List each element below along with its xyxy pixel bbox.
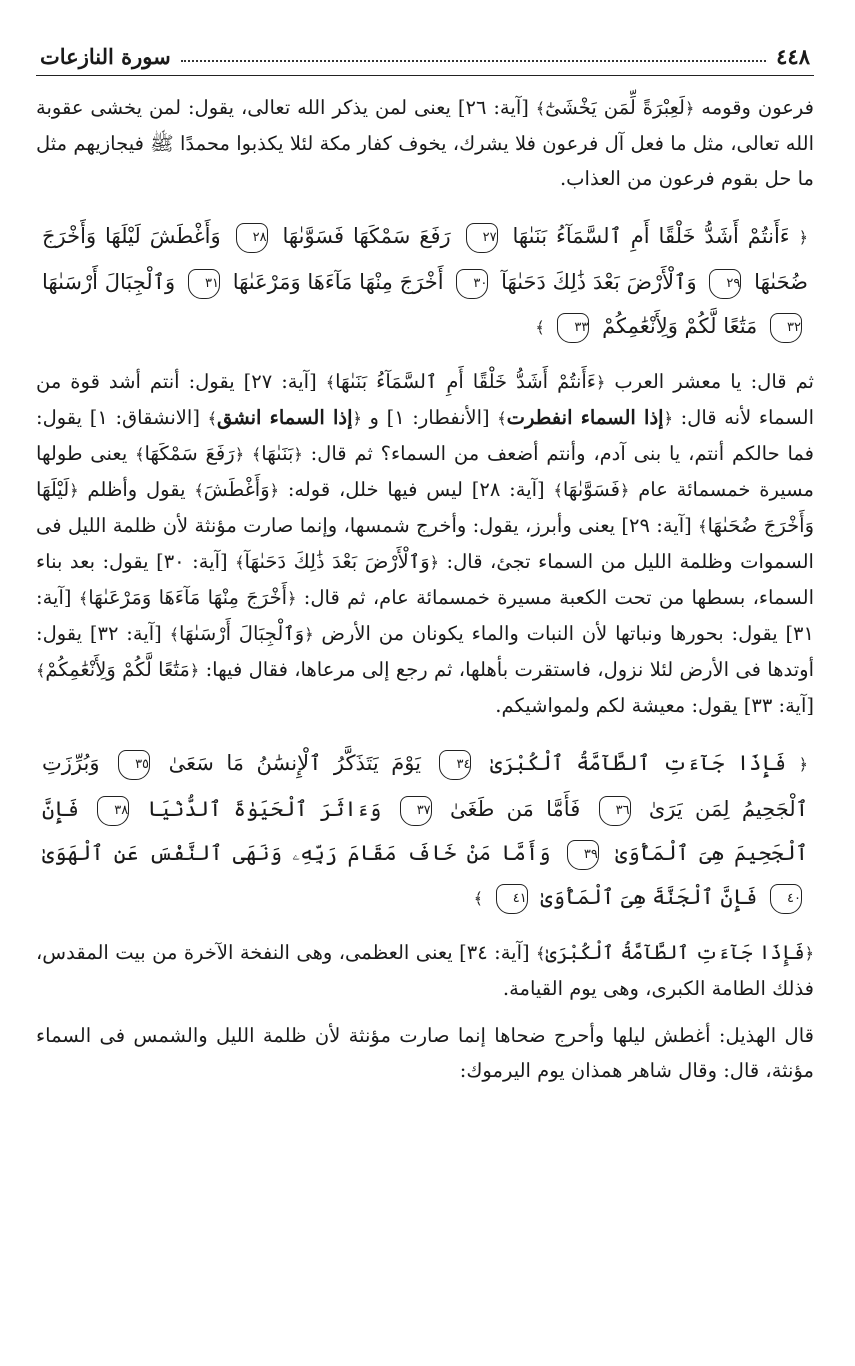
quote: لَيْلَهَا وَأَخْرَجَ ضُحَىٰهَا — [36, 478, 814, 537]
text: [آية: ٣١] يقول: بحورها ونباتها لأن النبات والماء يكونان من الأرض — [36, 586, 814, 645]
ornament-open: ﴿ — [234, 445, 245, 464]
ornament-open: ﴿ — [798, 228, 808, 247]
verse-number-marker: ٣٠ — [456, 269, 488, 299]
page — [36, 44, 814, 1088]
verse-text: فَأَمَّا مَن طَغَىٰ — [449, 797, 581, 821]
ornament-open: ﴿ — [429, 553, 440, 572]
verse-number-marker: ٤١ — [496, 884, 528, 914]
commentary-paragraph-1 — [36, 90, 814, 196]
verse-text: وَبُرِّزَتِ ٱلْجَحِيمُ لِمَن يَرَىٰ — [42, 751, 808, 821]
ornament-open: ﴿ — [663, 409, 673, 428]
surah-title: سورة النازعات — [40, 44, 171, 69]
ornament-close: ﴾ — [194, 481, 204, 500]
verse-text: ءَأَنتُمْ أَشَدُّ خَلْقًا أَمِ ٱلسَّمَآءُ بَنَىٰهَا — [512, 224, 790, 248]
quote: بَنَىٰهَا — [261, 442, 294, 465]
ornament-open: ﴿ — [287, 589, 297, 608]
quote: وَٱلْجِبَالَ أَرْسَىٰهَا — [179, 622, 305, 645]
verse-number-marker: ٣٤ — [439, 750, 471, 780]
verse-number-marker: ٤٠ — [770, 884, 802, 914]
ornament-close: ﴾ — [325, 373, 336, 392]
verse-number-marker: ٣٨ — [97, 796, 129, 826]
ornament-close: ﴾ — [36, 661, 46, 680]
ornament-open: ﴿ — [804, 944, 814, 963]
ornament-close: ﴾ — [78, 589, 89, 608]
ornament-open: ﴿ — [69, 481, 79, 500]
quote-bold: إذا السماء انشق — [216, 406, 353, 429]
commentary-paragraph-4 — [36, 1018, 814, 1088]
quote: وَٱلْأَرْضَ بَعْدَ ذَٰلِكَ دَحَىٰهَآ — [244, 550, 430, 573]
ornament-open: ﴿ — [798, 755, 808, 774]
ornament-open: ﴿ — [595, 373, 606, 392]
verse-block-2 — [36, 741, 814, 921]
text: [آية: ٣٠] يقول: بعد بناء السماء، بسطها من تحت الكعبة مسيرة خمسمائة عام، ثم قال: — [36, 550, 815, 609]
ornament-open: ﴿ — [352, 409, 362, 428]
ornament-close: ﴾ — [698, 517, 708, 536]
text: [آية: ٢٧] يقول: أنتم أشد قوة من السماء لأنه قال: — [36, 370, 814, 429]
verse-block-1 — [36, 214, 814, 350]
page-body — [36, 76, 814, 1088]
text: [آية: ٢٩] يعنى وأبرز، يقول: وأخرج شمسها، وإنما صارت مؤنثة لأن ظلمة الليل فى السموات وظلمة الليل من السماء تجئ، قال: — [36, 514, 814, 573]
verse-text: وَٱلْجِبَالَ أَرْسَىٰهَا — [42, 270, 176, 294]
page-header — [36, 44, 814, 76]
ornament-close: ﴾ — [535, 318, 545, 337]
verse-text: فَإِنَّ ٱلْجَنَّةَ هِىَ ٱلْمَأْوَىٰ — [540, 885, 758, 909]
quote: رَفَعَ سَمْكَهَا — [144, 442, 235, 465]
quote: ءَأَنتُمْ أَشَدُّ خَلْقًا أَمِ ٱلسَّمَآءُ بَنَىٰهَا — [335, 370, 596, 393]
ornament-close: ﴾ — [169, 625, 179, 644]
quote: فَإِذَا جَآءَتِ ٱلطَّآمَّةُ ٱلْكُبْرَىٰ — [545, 941, 805, 964]
verse-text: وَءَاثَرَ ٱلْحَيَوٰةَ ٱلدُّنْيَا — [147, 797, 382, 821]
quote: مَتَٰعًا لَّكُمْ وَلِأَنْعَٰمِكُمْ — [45, 658, 190, 681]
text: [آية: ٣٤] يعنى العظمى، وهى النفخة الآخرة من بيت المقدس، فذلك الطامة الكبرى، وهى يوم القيامة. — [36, 941, 814, 1000]
verse-text: وَٱلْأَرْضَ بَعْدَ ذَٰلِكَ دَحَىٰهَآ — [501, 270, 697, 294]
ornament-close: ﴾ — [553, 481, 563, 500]
verse-text: يَوْمَ يَتَذَكَّرُ ٱلْإِنسَٰنُ مَا سَعَىٰ — [168, 751, 421, 775]
text: [آية: ٣٢] يقول: أوتدها فى الأرض لئلا نزول، فاستقرت بأهلها، ثم رجع إلى مرعاها، فقال فيها: — [36, 622, 815, 681]
text: [آية: ٣٣] يقول: معيشة لكم ولمواشيكم. — [495, 694, 814, 717]
quote: لَعِبْرَةً لِّمَن يَخْشَىٰٓ — [545, 96, 685, 119]
commentary-paragraph-3 — [36, 935, 814, 1006]
ornament-open: ﴿ — [269, 481, 279, 500]
commentary-paragraph-2 — [36, 364, 814, 723]
ornament-open: ﴿ — [293, 445, 303, 464]
quote: وَأَغْطَشَ — [203, 478, 270, 501]
ornament-open: ﴿ — [620, 481, 630, 500]
text: [آية: ٢٨] ليس فيها خلل، قوله: — [287, 478, 545, 501]
ornament-close: ﴾ — [235, 553, 245, 572]
verse-number-marker: ٣٢ — [770, 313, 802, 343]
verse-number-marker: ٢٧ — [466, 223, 498, 253]
ornament-close: ﴾ — [536, 944, 546, 963]
verse-number-marker: ٣١ — [188, 269, 220, 299]
ornament-open: ﴿ — [189, 661, 200, 680]
quote: أَخْرَجَ مِنْهَا مَآءَهَا وَمَرْعَىٰهَا — [88, 586, 288, 609]
verse-text: أَخْرَجَ مِنْهَا مَآءَهَا وَمَرْعَىٰهَا — [232, 270, 444, 294]
header-dot-leader — [181, 60, 766, 62]
ornament-close: ﴾ — [135, 445, 145, 464]
verse-number-marker: ٢٩ — [709, 269, 741, 299]
text: فرعون وقومه — [701, 96, 814, 119]
text: ثم قال: يا معشر العرب — [614, 370, 814, 393]
verse-number-marker: ٢٨ — [236, 223, 268, 253]
ornament-close: ﴾ — [497, 409, 507, 428]
verse-number-marker: ٣٩ — [567, 840, 599, 870]
verse-text: رَفَعَ سَمْكَهَا فَسَوَّىٰهَا — [282, 224, 451, 248]
verse-text: مَتَٰعًا لَّكُمْ وَلِأَنْعَٰمِكُمْ — [602, 314, 758, 338]
ornament-close: ﴾ — [207, 409, 217, 428]
text: [آية: ٢٦] يعنى لمن يذكر الله تعالى، يقول: لمن يخشى عقوبة الله تعالى، مثل ما فعل آل فرعون فلا يشرك، يخوف كفار مكة لئلا يكذبوا محمدًا ﷺ فيجازيهم مثل ما حل بقوم فرعون من العذاب. — [36, 96, 814, 190]
text: [الانشقاق: ١] يقول: فما حالكم أنتم، يا بنى آدم، وأنتم أضعف من السماء؟ ثم قال: — [36, 406, 814, 465]
quote-bold: إذا السماء انفطرت — [506, 406, 664, 429]
verse-text: وَأَغْطَشَ لَيْلَهَا وَأَخْرَجَ ضُحَىٰهَا — [42, 224, 808, 294]
page-number: ٤٤٨ — [776, 44, 810, 69]
text: قال الهذيل: أغطش ليلها وأحرج ضحاها إنما صارت مؤنثة لأن ظلمة الليل والشمس فى السماء مؤنثة، قال: وقال شاهر همذان يوم اليرموك: — [36, 1024, 814, 1082]
text: [الأنفطار: ١] و — [369, 406, 490, 429]
verse-number-marker: ٣٧ — [400, 796, 432, 826]
verse-text: فَإِذَا جَآءَتِ ٱلطَّآمَّةُ ٱلْكُبْرَىٰ — [490, 751, 787, 775]
quote: فَسَوَّىٰهَا — [562, 478, 621, 501]
ornament-open: ﴿ — [684, 99, 695, 118]
text: يقول وأظلم — [87, 478, 186, 501]
text: يعنى طولها مسيرة خمسمائة عام — [36, 442, 814, 501]
verse-number-marker: ٣٦ — [599, 796, 631, 826]
verse-text: وَأَمَّا مَنْ خَافَ مَقَامَ رَبِّهِۦ وَنَهَى ٱلنَّفْسَ عَنِ ٱلْهَوَىٰ — [42, 841, 551, 865]
ornament-close: ﴾ — [473, 889, 484, 908]
ornament-open: ﴿ — [304, 625, 314, 644]
verse-number-marker: ٣٣ — [557, 313, 589, 343]
ornament-close: ﴾ — [535, 99, 546, 118]
verse-number-marker: ٣٥ — [118, 750, 150, 780]
ornament-close: ﴾ — [251, 445, 262, 464]
verse-text: فَإِنَّ ٱلْجَحِيمَ هِىَ ٱلْمَأْوَىٰ — [42, 797, 808, 865]
